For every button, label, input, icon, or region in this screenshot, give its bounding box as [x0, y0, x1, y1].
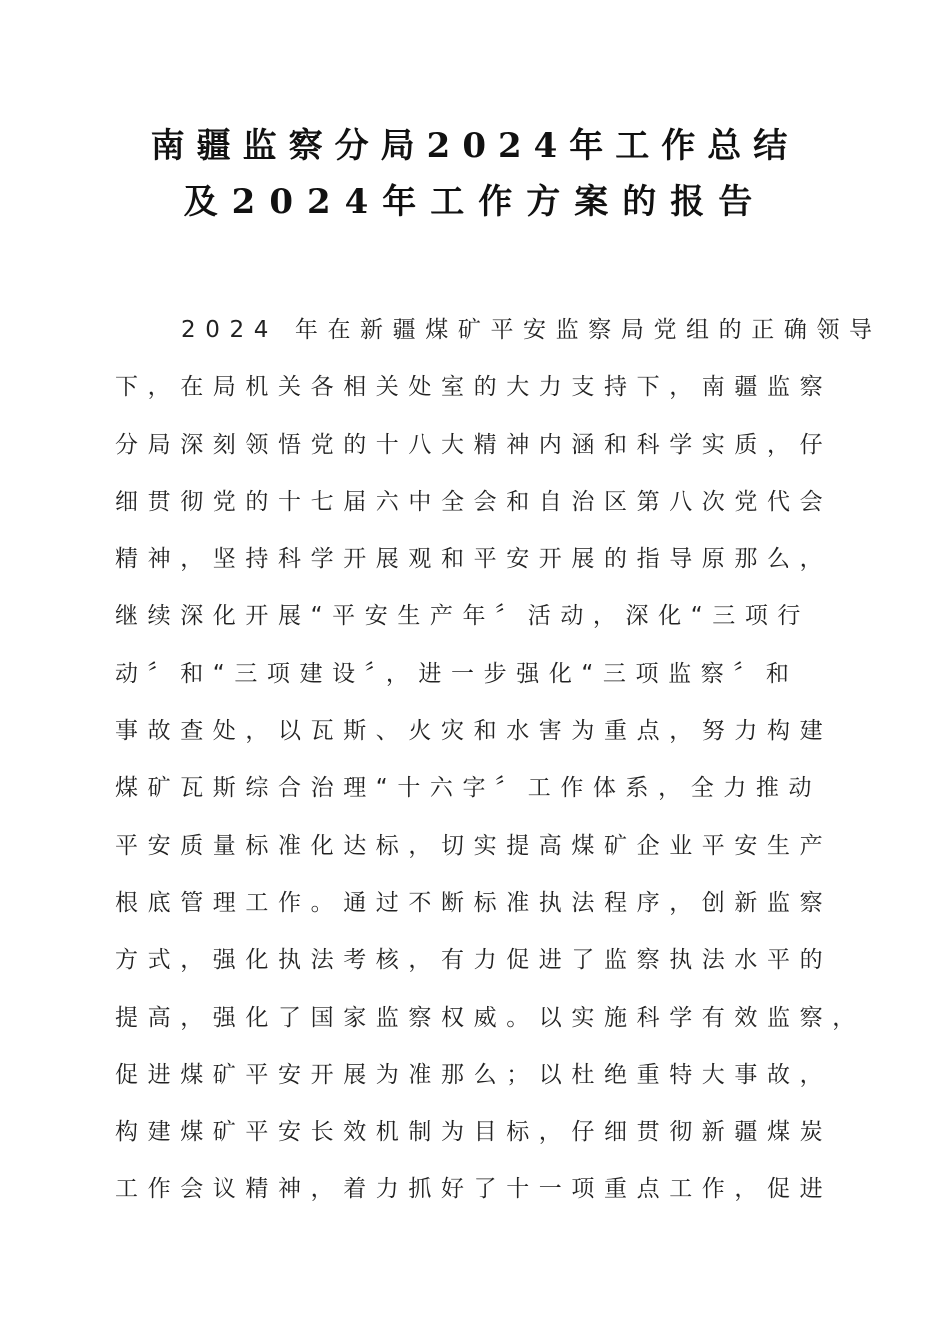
body-line: 提高，强化了国家监察权威。以实施科学有效监察， [115, 1004, 865, 1031]
body-line: 构建煤矿平安长效机制为目标，仔细贯彻新疆煤炭 [115, 1119, 833, 1146]
body-line: 继续深化开展“平安生产年〞活动，深化“三项行 [115, 603, 811, 630]
body-line: 根底管理工作。通过不断标准执法程序，创新监察 [115, 889, 833, 916]
body-line: 事故查处，以瓦斯、火灾和水害为重点，努力构建 [115, 718, 833, 745]
body-line: 平安质量标准化达标，切实提高煤矿企业平安生产 [115, 832, 833, 859]
body-line: 下，在局机关各相关处室的大力支持下，南疆监察 [115, 374, 833, 401]
body-line: 2024 年在新疆煤矿平安监察局党组的正确领导 [181, 317, 882, 343]
document-title [0, 118, 950, 230]
title-line-2: 及2024年工作方案的报告 [183, 182, 767, 222]
body-line: 煤矿瓦斯综合治理“十六字〞工作体系，全力推动 [115, 775, 822, 802]
title-line-1: 南疆监察分局2024年工作总结 [150, 126, 800, 166]
body-line: 方式，强化执法考核，有力促进了监察执法水平的 [115, 947, 833, 974]
body-line: 精神，坚持科学开展观和平安开展的指导原那么， [115, 546, 833, 573]
document-body [115, 302, 882, 1219]
body-line: 工作会议精神，着力抓好了十一项重点工作，促进 [115, 1176, 833, 1203]
body-line: 促进煤矿平安开展为准那么；以杜绝重特大事故， [115, 1061, 833, 1088]
body-line: 细贯彻党的十七届六中全会和自治区第八次党代会 [115, 488, 833, 515]
body-line: 分局深刻领悟党的十八大精神内涵和科学实质，仔 [115, 431, 833, 458]
body-line: 动〞和“三项建设〞，进一步强化“三项监察〞和 [115, 660, 799, 687]
